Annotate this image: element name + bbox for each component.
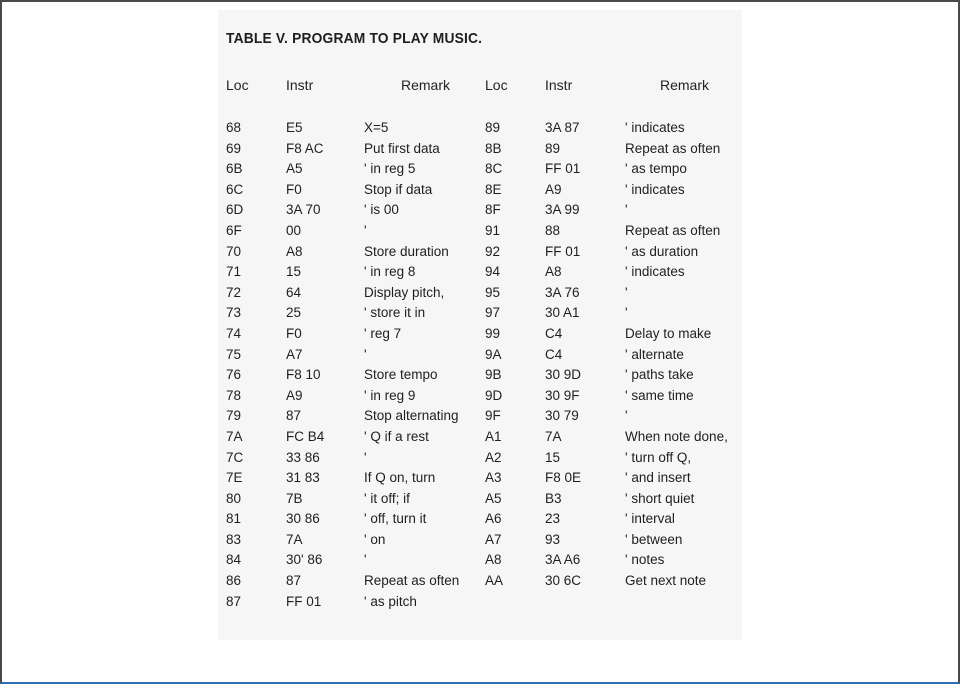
table-cell-instr: 3A 76 [545,284,580,300]
table-cell-loc: 7E [226,470,243,486]
table-cell-loc: 76 [226,367,242,383]
table-cell-remark: Store tempo [364,367,438,383]
left-remark-column [364,118,459,612]
table-cell-instr: 15 [545,449,561,465]
table-cell-instr: F0 [286,325,302,341]
table-cell-instr: A8 [286,243,303,259]
table-cell-remark: ' same time [625,387,694,403]
table-cell-instr: F0 [286,181,302,197]
table-cell-instr: F8 10 [286,367,321,383]
table-cell-remark: ' and insert [625,470,691,486]
table-cell-remark: ' on [364,531,386,547]
table-cell-loc: 78 [226,387,242,403]
table-cell-remark: ' between [625,531,683,547]
table-cell-remark: ' [625,202,628,218]
header-loc-right: Loc [485,77,508,93]
table-cell-loc: A8 [485,552,502,568]
table-cell-remark: ' [625,284,628,300]
table-cell-remark: ' as tempo [625,161,687,177]
table-cell-remark: Stop alternating [364,408,459,424]
table-title: TABLE V. PROGRAM TO PLAY MUSIC. [226,30,483,47]
table-cell-remark: X=5 [364,120,389,135]
table-cell-loc: 6B [226,161,243,177]
table-cell-instr: B3 [545,490,562,506]
table-cell-instr: 3A A6 [545,552,581,568]
table-cell-instr: 93 [545,531,561,547]
table-cell-instr: 64 [286,284,302,300]
table-cell-loc: 84 [226,552,242,568]
table-cell-loc: 81 [226,511,242,527]
table-cell-remark: ' [364,222,367,238]
table-cell-instr: 23 [545,511,561,527]
table-cell-loc: 8C [485,161,503,177]
table-cell-instr: FC B4 [286,428,325,444]
table-cell-remark: ' interval [625,511,675,527]
table-cell-remark: ' [625,408,628,424]
table-cell-instr: 30 9D [545,367,582,383]
table-cell-instr: 7A [545,428,562,444]
table-cell-loc: A1 [485,428,502,444]
table-cell-instr: 30 86 [286,511,320,527]
table-cell-remark: Store duration [364,243,449,259]
table-cell-instr: 30 79 [545,408,579,424]
table-cell-remark: ' Q if a rest [364,428,429,444]
header-remark-right: Remark [660,77,710,93]
table-cell-remark: Put first data [364,140,440,156]
left-loc-column [226,118,243,612]
table-cell-instr: 87 [286,573,302,589]
table-cell-instr: 89 [545,140,561,156]
table-cell-loc: 7A [226,428,243,444]
table-cell-instr: 3A 99 [545,202,580,218]
right-remark-column [625,118,728,592]
table-cell-remark: ' off, turn it [364,511,427,527]
table-cell-instr: 88 [545,222,561,238]
header-remark-left: Remark [401,77,451,93]
table-cell-instr: 30 9F [545,387,580,403]
table-cell-remark: Get next note [625,573,707,589]
table-cell-instr: 30 6C [545,573,582,589]
table-cell-instr: 15 [286,264,302,280]
table-cell-loc: 8F [485,202,501,218]
table-cell-loc: 99 [485,325,501,341]
table-cell-instr: FF 01 [545,243,581,259]
table-cell-remark: ' it off; if [364,490,410,506]
table-cell-instr: FF 01 [286,593,322,609]
table-cell-remark: If Q on, turn [364,470,436,486]
table-cell-remark: ' alternate [625,346,684,362]
table-cell-loc: 74 [226,325,242,341]
table-cell-remark: ' paths take [625,367,694,383]
table-cell-remark: ' indicates [625,181,685,197]
table-cell-instr: C4 [545,346,563,362]
table-cell-remark: ' short quiet [625,490,695,506]
table-cell-loc: 80 [226,490,242,506]
table-cell-remark: Repeat as often [625,140,721,156]
table-cell-loc: 8E [485,181,502,197]
table-cell-instr: 7B [286,490,303,506]
table-cell-remark: ' notes [625,552,665,568]
table-cell-remark: ' as duration [625,243,699,259]
table-cell-loc: 73 [226,305,242,321]
table-cell-instr: A7 [286,346,303,362]
table-cell-instr: 3A 87 [545,120,580,135]
table-cell-remark: When note done, [625,428,728,444]
table-cell-loc: AA [485,573,504,589]
table-cell-loc: 87 [226,593,242,609]
table-cell-instr: F8 AC [286,140,324,156]
table-cell-loc: 75 [226,346,242,362]
table-cell-remark: ' [364,449,367,465]
table-cell-loc: 95 [485,284,501,300]
header-instr-left: Instr [286,77,314,93]
table-cell-loc: 97 [485,305,501,321]
table-cell-remark: ' as pitch [364,593,417,609]
table-cell-remark: ' [364,552,367,568]
table-cell-loc: 9A [485,346,502,362]
table-cell-instr: E5 [286,120,303,135]
table-cell-instr: 30' 86 [286,552,323,568]
table-cell-remark: ' reg 7 [364,325,402,341]
table-cell-remark: ' turn off Q, [625,449,692,465]
left-instr-column [286,118,324,612]
table-cell-remark: ' in reg 5 [364,161,416,177]
table-cell-instr: 31 83 [286,470,320,486]
table-cell-instr: 87 [286,408,302,424]
table-cell-loc: 92 [485,243,501,259]
right-instr-column [545,118,581,592]
table-cell-remark: Repeat as often [364,573,460,589]
table-cell-instr: 3A 70 [286,202,321,218]
table-cell-remark: ' in reg 9 [364,387,416,403]
table-cell-remark: ' store it in [364,305,426,321]
table-cell-loc: 6C [226,181,244,197]
table-cell-loc: 8B [485,140,502,156]
table-cell-remark: Delay to make [625,325,712,341]
table-cell-instr: 33 86 [286,449,320,465]
table-cell-instr: 25 [286,305,302,321]
table-cell-remark: ' indicates [625,120,685,135]
table-cell-loc: 9B [485,367,502,383]
table-cell-instr: 7A [286,531,303,547]
table-cell-loc: 6D [226,202,244,218]
table-cell-remark: ' in reg 8 [364,264,416,280]
table-cell-loc: A5 [485,490,502,506]
table-cell-instr: A5 [286,161,303,177]
table-cell-loc: A7 [485,531,502,547]
table-cell-remark: ' [364,346,367,362]
table-cell-loc: 72 [226,284,242,300]
right-loc-column [485,118,503,592]
table-cell-instr: A8 [545,264,562,280]
table-cell-remark: Display pitch, [364,284,445,300]
table-cell-instr: FF 01 [545,161,581,177]
table-cell-loc: 70 [226,243,242,259]
table-cell-remark: ' [625,305,628,321]
table-cell-instr: F8 0E [545,470,582,486]
header-instr-right: Instr [545,77,573,93]
table-cell-remark: ' indicates [625,264,685,280]
table-cell-loc: 94 [485,264,501,280]
header-loc-left: Loc [226,77,249,93]
table-cell-remark: Stop if data [364,181,433,197]
table-cell-loc: 89 [485,120,501,135]
table-cell-instr: C4 [545,325,563,341]
table-cell-loc: 69 [226,140,242,156]
table-cell-loc: 9D [485,387,503,403]
table-cell-loc: A2 [485,449,502,465]
table-cell-loc: A6 [485,511,502,527]
table-cell-instr: A9 [286,387,303,403]
table-cell-loc: 6F [226,222,242,238]
table-cell-remark: ' is 00 [364,202,399,218]
table-cell-loc: 9F [485,408,501,424]
table-cell-instr: 30 A1 [545,305,580,321]
table-cell-loc: 86 [226,573,242,589]
table-cell-loc: 7C [226,449,244,465]
table-cell-loc: 68 [226,120,242,135]
table-cell-remark: Repeat as often [625,222,721,238]
table-cell-instr: A9 [545,181,562,197]
table-cell-loc: 71 [226,264,242,280]
table-cell-loc: 83 [226,531,242,547]
table-cell-loc: 91 [485,222,501,238]
table-cell-loc: A3 [485,470,502,486]
table-cell-loc: 79 [226,408,242,424]
table-cell-instr: 00 [286,222,302,238]
